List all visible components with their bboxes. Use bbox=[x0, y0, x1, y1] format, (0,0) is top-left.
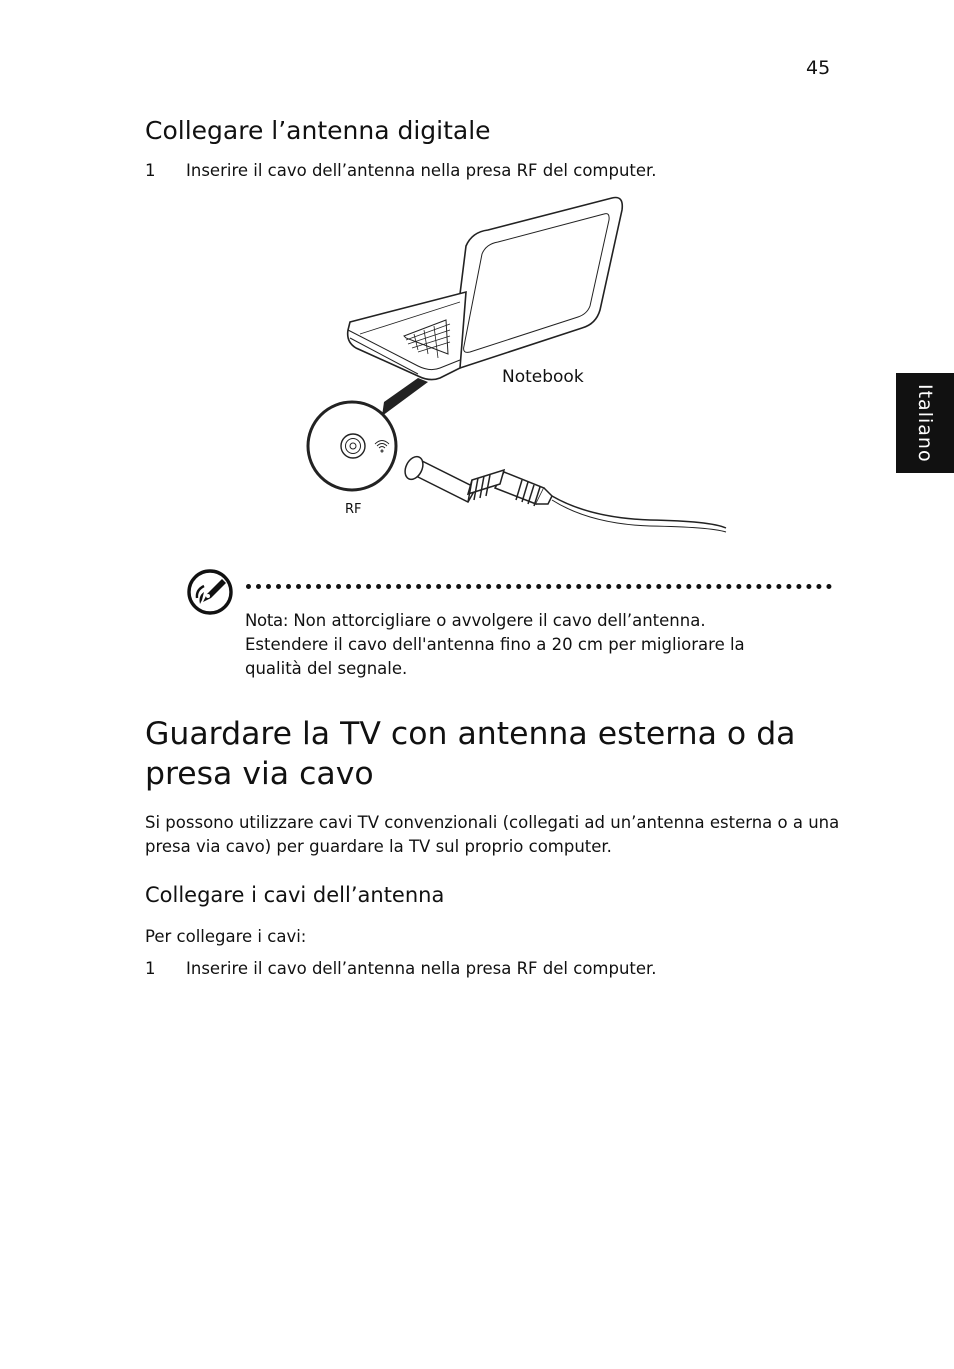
notebook-label: Notebook bbox=[502, 367, 584, 387]
step-item bbox=[145, 161, 845, 185]
section-heading-digital-antenna: Collegare l’antenna digitale bbox=[145, 116, 491, 145]
rf-label: RF bbox=[345, 502, 362, 517]
step-item bbox=[145, 959, 845, 983]
intro-paragraph: Si possono utilizzare cavi TV convenzionali (collegati ad un’antenna esterna o a una presa via cavo) per guardare la TV sul proprio computer. bbox=[145, 813, 840, 856]
page-number: 45 bbox=[806, 57, 831, 79]
note-label: Nota: bbox=[245, 611, 289, 630]
step-text: Inserire il cavo dell’antenna nella presa RF del computer. bbox=[186, 161, 657, 180]
note-line-2: Estendere il cavo dell'antenna fino a 20 cm per migliorare la bbox=[245, 635, 745, 654]
lead-text: Per collegare i cavi: bbox=[145, 927, 307, 946]
note-line-1: Non attorcigliare o avvolgere il cavo dell’antenna. bbox=[293, 611, 706, 630]
notebook-drawing bbox=[348, 198, 623, 380]
step-number: 1 bbox=[145, 161, 156, 180]
language-tab bbox=[896, 373, 954, 473]
notebook-rf-illustration bbox=[290, 188, 740, 538]
step-number: 1 bbox=[145, 959, 156, 978]
subheading-antenna-cables: Collegare i cavi dell’antenna bbox=[145, 883, 445, 907]
note-pen-icon bbox=[186, 568, 234, 616]
note-divider bbox=[246, 584, 832, 589]
note-text bbox=[245, 609, 805, 681]
section-heading-tv-antenna: Guardare la TV con antenna esterna o da presa via cavo bbox=[145, 716, 796, 792]
language-tab-label: Italiano bbox=[914, 383, 936, 463]
antenna-cable-plug bbox=[402, 454, 726, 532]
note-line-3: qualità del segnale. bbox=[245, 659, 408, 678]
rf-port-callout bbox=[308, 402, 396, 490]
callout-connector bbox=[382, 378, 428, 416]
step-text: Inserire il cavo dell’antenna nella presa RF del computer. bbox=[186, 959, 657, 978]
